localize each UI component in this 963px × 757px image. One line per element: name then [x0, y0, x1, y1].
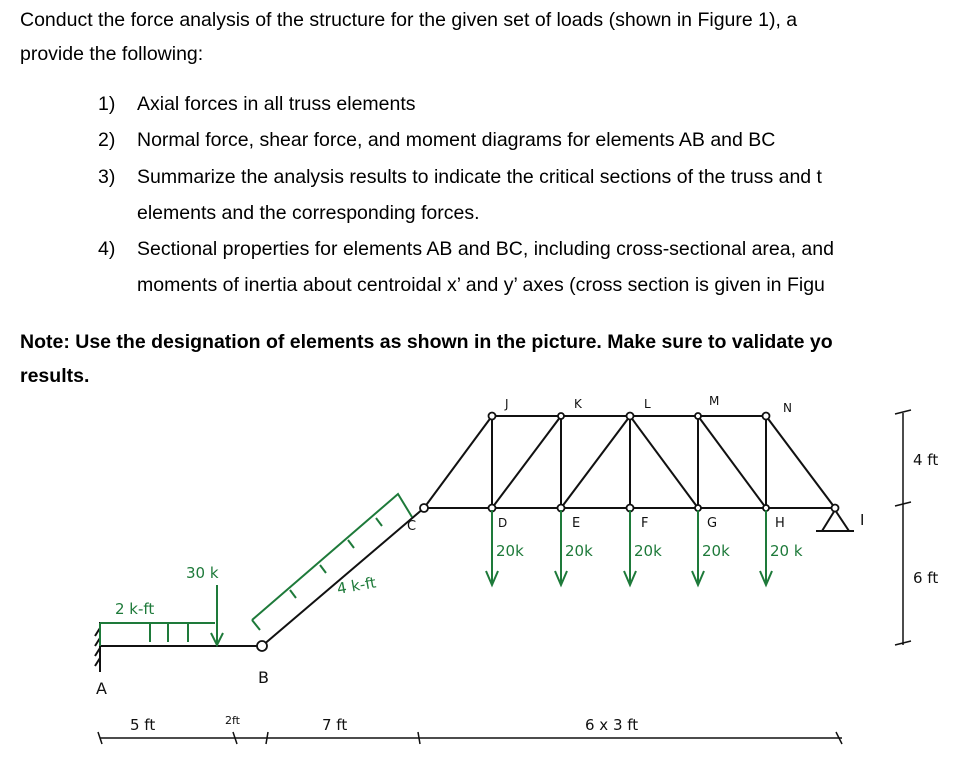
label-C: C — [407, 519, 417, 534]
item-4-text-2: moments of inertia about centroidal x’ and y’ axes (cross section is given in Figu — [137, 274, 825, 296]
label-F: F — [641, 516, 649, 531]
label-M: M — [709, 394, 720, 408]
label-K: K — [574, 397, 582, 411]
item-2-text: Normal force, shear force, and moment diagrams for elements AB and BC — [137, 129, 776, 151]
member-EL — [561, 416, 630, 508]
item-4-num: 4) — [98, 238, 116, 260]
label-load-F: 20k — [634, 542, 662, 560]
joint-I — [832, 505, 839, 512]
intro-line-1: Conduct the force analysis of the structure for the given set of loads (shown in Figure 1), a — [20, 9, 798, 31]
label-load-G: 20k — [702, 542, 730, 560]
label-J: J — [505, 397, 509, 411]
label-30k: 30 k — [186, 564, 219, 582]
intro-line-2: provide the following: — [20, 43, 204, 65]
item-1-text: Axial forces in all truss elements — [137, 93, 416, 115]
item-3-text-1: Summarize the analysis results to indicate the critical sections of the truss and t — [137, 166, 822, 188]
note-line-2: results. — [20, 365, 90, 387]
joint-K — [558, 413, 564, 419]
label-D: D — [498, 516, 508, 530]
joint-J — [489, 413, 496, 420]
node-labels — [96, 394, 864, 698]
joint-C — [420, 504, 428, 512]
label-H: H — [775, 516, 785, 531]
joint-N — [763, 413, 770, 420]
dim-6x3ft: 6 x 3 ft — [585, 716, 639, 734]
dimension-labels — [130, 451, 938, 734]
member-MH — [698, 416, 766, 508]
item-3-text-2: elements and the corresponding forces. — [137, 202, 480, 224]
distributed-load-AB-arrows — [150, 624, 188, 642]
member-BC — [262, 508, 424, 646]
note-line-1: Note: Use the designation of elements as shown in the picture. Make sure to validate yo — [20, 331, 833, 353]
item-1-num: 1) — [98, 93, 116, 115]
member-NI — [766, 416, 835, 508]
label-load-D: 20k — [496, 542, 524, 560]
point-load-30k-arrow — [211, 585, 223, 645]
joint-B — [257, 641, 267, 651]
label-A: A — [96, 679, 107, 698]
label-load-H: 20 k — [770, 542, 803, 560]
dim-6ft: 6 ft — [913, 569, 939, 587]
distributed-load-BC-arrows — [252, 518, 382, 630]
joint-M — [695, 413, 701, 419]
item-3-num: 3) — [98, 166, 116, 188]
distributed-load-AB — [100, 623, 215, 646]
item-2-num: 2) — [98, 129, 116, 151]
joint-L — [627, 413, 634, 420]
label-load-E: 20k — [565, 542, 593, 560]
label-G: G — [707, 516, 718, 531]
item-4-text-1: Sectional properties for elements AB and BC, including cross-sectional area, and — [137, 238, 834, 260]
label-E: E — [572, 516, 581, 531]
label-N: N — [783, 401, 792, 415]
label-I: I — [860, 511, 865, 529]
member-DK — [492, 416, 561, 508]
dim-2ft: 2ft — [225, 714, 240, 727]
label-2kft: 2 k-ft — [115, 600, 155, 618]
distributed-load-BC — [252, 494, 412, 620]
member-LG — [630, 416, 698, 508]
pin-support-I — [816, 510, 854, 531]
dim-7ft: 7 ft — [322, 716, 348, 734]
label-L: L — [644, 397, 651, 411]
label-B: B — [258, 668, 269, 687]
dim-5ft: 5 ft — [130, 716, 156, 734]
member-CJ — [424, 416, 492, 508]
joints — [257, 413, 839, 652]
dim-4ft: 4 ft — [913, 451, 939, 469]
label-4kft: 4 k-ft — [335, 573, 378, 598]
